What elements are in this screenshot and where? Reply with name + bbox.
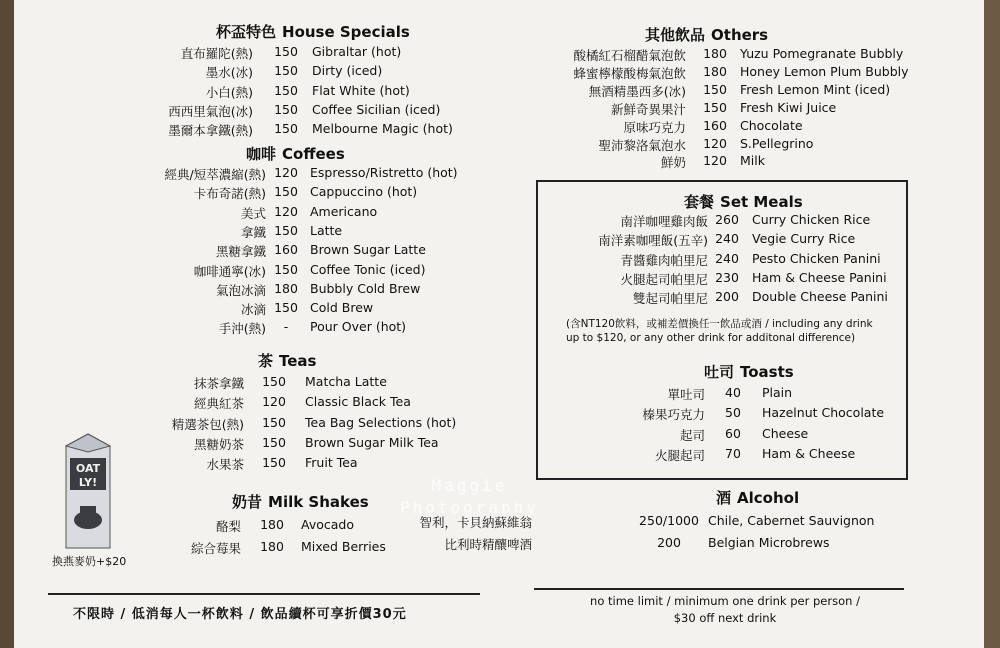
house-specials-title: 杯盃特色 House Specials xyxy=(216,23,410,41)
oat-milk-caption: 換燕麥奶+$20 xyxy=(52,555,127,568)
menu-item-name-zh: 抹茶拿鐵 xyxy=(193,376,244,391)
menu-item-name-en: Classic Black Tea xyxy=(305,394,411,410)
menu-item-name-zh: 墨爾本拿鐵(熱) xyxy=(168,123,253,139)
menu-item-price: 180 xyxy=(260,539,284,554)
menu-item xyxy=(0,535,1000,554)
menu-item-name-en: Mixed Berries xyxy=(301,539,386,554)
menu-item-name-en: Melbourne Magic (hot) xyxy=(312,121,453,137)
menu-item-price: 150 xyxy=(274,184,298,200)
menu-item-price: 150 xyxy=(274,121,298,137)
menu-item-name-en: Dirty (iced) xyxy=(312,63,383,79)
others-title: 其他飲品 Others xyxy=(645,26,769,44)
menu-item-price: 150 xyxy=(274,82,298,98)
menu-item-price: 40 xyxy=(725,385,741,400)
menu-item-name-en: S.Pellegrino xyxy=(740,135,814,151)
menu-item-name-en: Plain xyxy=(762,385,793,400)
menu-item-price: 250/1000 xyxy=(639,513,699,528)
menu-item xyxy=(0,136,1000,155)
menu-item-name-en: Cheese xyxy=(762,425,809,441)
menu-item-name-zh: 精選茶包(熱) xyxy=(171,416,244,432)
menu-item-name-en: Chocolate xyxy=(740,117,803,133)
menu-item-price: 120 xyxy=(274,165,298,180)
menu-item-price: - xyxy=(283,319,289,335)
menu-item-price: 150 xyxy=(274,63,298,79)
menu-item-price: 150 xyxy=(703,81,727,97)
menu-item-price: 60 xyxy=(725,425,741,441)
menu-item-name-zh: 榛果巧克力 xyxy=(642,407,705,423)
menu-item-name-en: Coffee Tonic (iced) xyxy=(310,261,426,277)
menu-item-name-zh: 蜂蜜檸檬酸梅氣泡飲 xyxy=(573,65,686,81)
menu-item-name-zh: 智利，卡貝納蘇維翁 xyxy=(419,515,532,530)
menu-item-name-en: Fresh Lemon Mint (iced) xyxy=(740,81,891,97)
menu-item-price: 150 xyxy=(274,261,298,277)
menu-item-name-zh: 小白(熱) xyxy=(205,84,253,100)
menu-item-name-zh: 卡布奇諾(熱) xyxy=(193,186,266,202)
menu-item-price: 240 xyxy=(715,250,739,266)
menu-item-name-zh: 冰滴 xyxy=(240,302,266,318)
menu-item-name-zh: 酪梨 xyxy=(215,519,241,534)
footer-rule-right xyxy=(534,588,904,590)
menu-item-name-zh: 氣泡冰滴 xyxy=(215,282,266,298)
svg-text:OAT: OAT xyxy=(75,462,101,475)
menu-item-name-zh: 黑糖拿鐵 xyxy=(215,244,266,260)
menu-item-name-en: Flat White (hot) xyxy=(312,82,410,98)
menu-item-name-zh: 經典/短萃濃縮(熱) xyxy=(164,167,266,182)
menu-item-name-en: Brown Sugar Milk Tea xyxy=(305,434,439,450)
menu-item-name-zh: 直布羅陀(熱) xyxy=(180,46,253,61)
menu-item-name-zh: 黑糖奶茶 xyxy=(193,436,244,452)
menu-item-name-zh: 手沖(熱) xyxy=(218,321,266,337)
milk-shakes-title: 奶昔 Milk Shakes xyxy=(232,493,369,511)
menu-item-name-en: Ham & Cheese Panini xyxy=(752,269,887,285)
menu-item-name-en: Milk xyxy=(740,153,765,169)
svg-text:LY!: LY! xyxy=(78,476,98,489)
menu-item-price: 180 xyxy=(703,46,727,61)
menu-item-name-en: Espresso/Ristretto (hot) xyxy=(310,165,458,180)
menu-item-name-zh: 南洋素咖哩飯(五辛) xyxy=(598,233,708,249)
menu-item xyxy=(0,446,1000,465)
menu-item-name-en: Double Cheese Panini xyxy=(752,289,888,305)
menu-item xyxy=(0,270,1000,289)
menu-item-price: 120 xyxy=(703,153,727,169)
menu-item-name-en: Cappuccino (hot) xyxy=(310,184,418,200)
menu-item-name-en: Gibraltar (hot) xyxy=(312,44,402,59)
menu-item-name-zh: 西西里氣泡(冰) xyxy=(168,103,253,119)
menu-item-name-zh: 拿鐵 xyxy=(240,224,266,240)
toasts-title: 吐司 Toasts xyxy=(704,363,794,381)
footer-rule-left xyxy=(48,593,480,595)
coffees-title: 咖啡 Coffees xyxy=(246,145,345,163)
menu-item-price: 260 xyxy=(715,212,739,227)
menu-item-price: 180 xyxy=(260,517,284,532)
menu-item-name-en: Coffee Sicilian (iced) xyxy=(312,101,441,117)
menu-item-price: 150 xyxy=(262,414,286,430)
menu-item xyxy=(0,82,1000,101)
menu-item-price: 230 xyxy=(715,269,739,285)
footer-policy-en: no time limit / minimum one drink per person / $30 off next drink xyxy=(590,594,860,625)
menu-item-price: 150 xyxy=(262,434,286,450)
menu-item-name-zh: 青醬雞肉帕里尼 xyxy=(620,252,708,268)
menu-item xyxy=(0,405,1000,424)
menu-item-name-zh: 單吐司 xyxy=(667,387,705,402)
menu-item-name-en: Fresh Kiwi Juice xyxy=(740,99,837,115)
menu-item-name-en: Curry Chicken Rice xyxy=(752,212,871,227)
menu-item-name-zh: 酸橘紅石榴醋氣泡飲 xyxy=(573,48,686,63)
menu-item-price: 50 xyxy=(725,405,741,421)
menu-item-name-zh: 鮮奶 xyxy=(660,155,686,171)
menu-item-price: 160 xyxy=(274,242,298,258)
menu-item-price: 150 xyxy=(274,222,298,238)
menu-item-name-zh: 原味巧克力 xyxy=(623,119,686,135)
menu-item-name-zh: 綜合莓果 xyxy=(190,541,241,556)
photographer-watermark: Maggie Photography xyxy=(400,476,539,517)
menu-item-price: 120 xyxy=(262,394,286,410)
menu-item-name-zh: 南洋咖哩雞肉飯 xyxy=(620,214,708,229)
menu-item-name-zh: 比利時精釀啤酒 xyxy=(444,537,532,552)
menu-item xyxy=(0,385,1000,404)
menu-item-name-en: Yuzu Pomegranate Bubbly xyxy=(740,46,904,61)
menu-item-price: 120 xyxy=(703,135,727,151)
menu-item-name-zh: 火腿起司 xyxy=(654,447,705,463)
alcohol-title: 酒 Alcohol xyxy=(716,489,800,507)
menu-item-price: 200 xyxy=(657,535,681,550)
menu-item-name-zh: 美式 xyxy=(240,205,266,221)
menu-item xyxy=(0,153,1000,172)
menu-item-name-en: Fruit Tea xyxy=(305,455,358,471)
menu-item-price: 150 xyxy=(262,374,286,389)
menu-item-price: 240 xyxy=(715,231,739,247)
menu-item-name-en: Matcha Latte xyxy=(305,374,387,389)
footer-policy-zh: 不限時 / 低消每人一杯飲料 / 飲品續杯可享折價30元 xyxy=(73,607,407,622)
menu-item-name-zh: 新鮮奇異果汁 xyxy=(610,101,686,117)
set-meals-note: (含NT120飲料，或補差價換任一飲品或酒 / including any drink up to $120, or any other drink for additonal difference) xyxy=(566,318,873,344)
menu-item-name-zh: 聖沛黎洛氣泡水 xyxy=(598,137,686,153)
menu-item-name-en: Honey Lemon Plum Bubbly xyxy=(740,63,909,79)
menu-item-name-zh: 咖啡通寧(冰) xyxy=(193,263,266,279)
menu-item-price: 200 xyxy=(715,289,739,305)
menu-item xyxy=(0,212,1000,231)
menu-item-name-en: Pour Over (hot) xyxy=(310,319,407,335)
menu-item-price: 150 xyxy=(274,44,298,59)
menu-item-price: 150 xyxy=(274,300,298,316)
menu-item-name-en: Bubbly Cold Brew xyxy=(310,280,421,296)
menu-item-price: 120 xyxy=(274,203,298,219)
menu-item-price: 150 xyxy=(274,101,298,117)
menu-item-name-zh: 雙起司帕里尼 xyxy=(632,291,708,307)
menu-item-name-zh: 墨水(冰) xyxy=(205,65,253,81)
menu-item xyxy=(0,231,1000,250)
menu-item-name-zh: 經典紅茶 xyxy=(193,396,244,412)
menu-item-name-en: Avocado xyxy=(301,517,354,532)
menu-item-price: 180 xyxy=(703,63,727,79)
menu-item-name-en: Brown Sugar Latte xyxy=(310,242,426,258)
menu-item-name-zh: 火腿起司帕里尼 xyxy=(620,271,708,287)
menu-item-name-en: Cold Brew xyxy=(310,300,374,316)
menu-item xyxy=(0,118,1000,137)
menu-item-name-en: Pesto Chicken Panini xyxy=(752,250,881,266)
menu-item-price: 70 xyxy=(725,445,741,461)
menu-item-name-en: Hazelnut Chocolate xyxy=(762,405,885,421)
menu-item xyxy=(0,251,1000,270)
menu-item xyxy=(0,100,1000,119)
menu-item xyxy=(0,289,1000,308)
menu-item-name-en: Vegie Curry Rice xyxy=(752,231,856,247)
menu-item-name-en: Latte xyxy=(310,222,343,238)
menu-item xyxy=(0,46,1000,65)
menu-item-price: 150 xyxy=(703,99,727,115)
menu-item-name-en: Chile, Cabernet Sauvignon xyxy=(708,513,875,528)
menu-item-name-en: Tea Bag Selections (hot) xyxy=(305,414,457,430)
menu-item-price: 160 xyxy=(703,117,727,133)
menu-item-price: 180 xyxy=(274,280,298,296)
menu-item-name-zh: 水果茶 xyxy=(206,457,244,473)
teas-title: 茶 Teas xyxy=(258,352,317,370)
menu-item-name-en: Ham & Cheese xyxy=(762,445,856,461)
menu-item-name-en: Americano xyxy=(310,203,378,219)
menu-item-name-en: Belgian Microbrews xyxy=(708,535,830,550)
menu-item xyxy=(0,426,1000,445)
menu-item-price: 150 xyxy=(262,455,286,471)
menu-item xyxy=(0,64,1000,83)
menu-item-name-zh: 起司 xyxy=(679,427,705,443)
set-meals-title: 套餐 Set Meals xyxy=(684,193,803,211)
menu-item-name-zh: 無酒精墨西多(冰) xyxy=(588,83,686,99)
